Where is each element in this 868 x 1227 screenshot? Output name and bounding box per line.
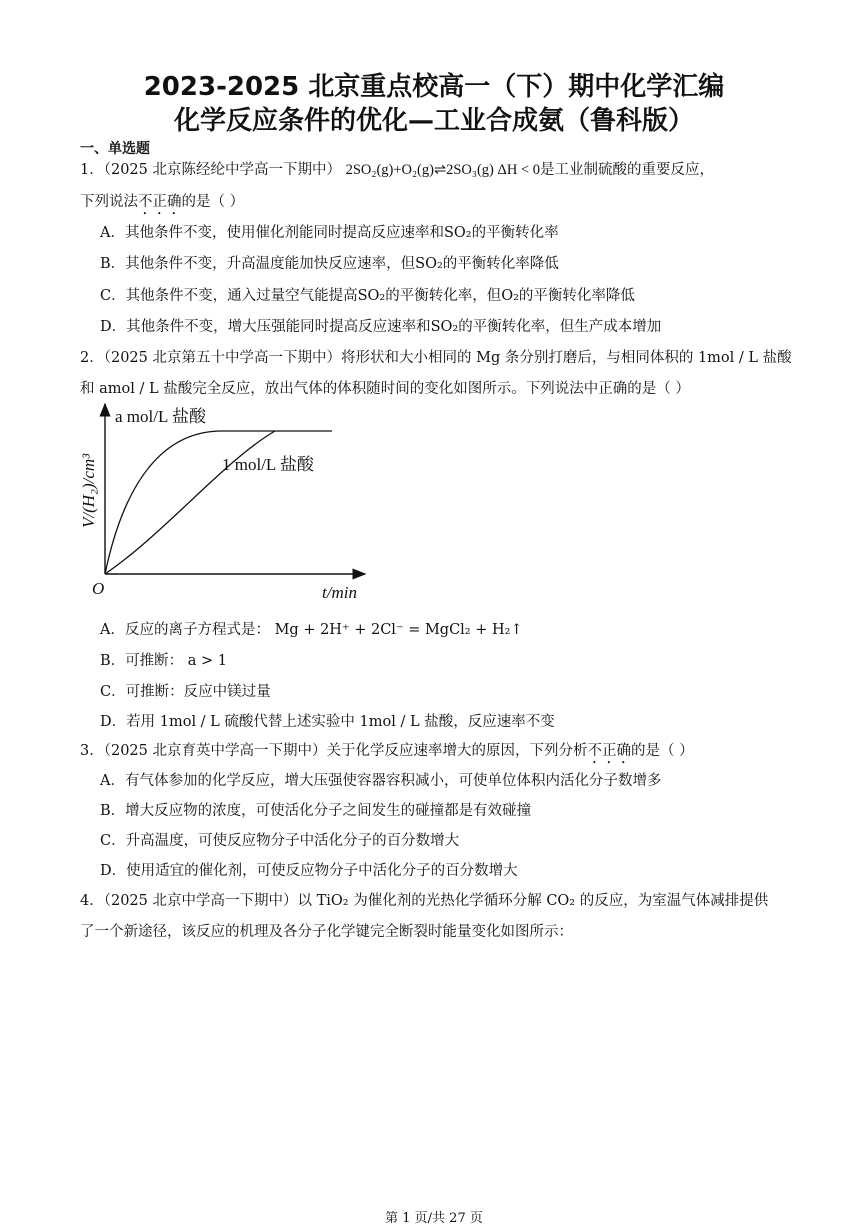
question-2-option-a[interactable]: A．反应的离子方程式是： Mg + 2H⁺ + 2Cl⁻ = MgCl₂ + H₂↑ [100,622,523,638]
question-1-source: （2025 北京陈经纶中学高一下期中） [103,162,341,178]
series-a-label: a mol/L 盐酸 [115,407,206,426]
page-number: 第 1 页/共 27 页 [385,1211,483,1226]
question-2-stem-line2: 和 amol / L 盐酸完全反应，放出气体的体积随时间的变化如图所示。下列说法中正确的是（ ） [80,381,690,397]
question-1-number: 1． [80,162,104,178]
question-3-stem-end: 的是（ ） [630,743,694,759]
series-1-label: 1 mol/L 盐酸 [222,455,314,474]
question-3-option-d[interactable]: D．使用适宜的催化剂，可使反应物分子中活化分子的百分数增大 [100,863,518,879]
question-1-emphasis: 不正确 [138,194,182,210]
question-1-equation: 2SO₂(g)+O₂(g)⇌2SO₃(g) ΔH < 0 [345,162,540,178]
series-1-curve [105,431,275,574]
question-1-stem [80,158,714,179]
question-1-option-b[interactable]: B．其他条件不变，升高温度能加快反应速率，但SO₂的平衡转化率降低 [100,256,559,272]
question-1-option-c[interactable]: C．其他条件不变，通入过量空气能提高SO₂的平衡转化率，但O₂的平衡转化率降低 [100,288,635,304]
question-4-stem-line2: 了一个新途径，该反应的机理及各分子化学键完全断裂时能量变化如图所示： [80,924,573,940]
question-2-option-b[interactable]: B．可推断： a > 1 [100,653,228,669]
question-3-option-a[interactable]: A．有气体参加的化学反应，增大压强使容器容积减小，可使单位体积内活化分子数增多 [100,773,662,789]
question-3-option-c[interactable]: C．升高温度，可使反应物分子中活化分子的百分数增大 [100,833,460,849]
question-3-option-b[interactable]: B．增大反应物的浓度，可使活化分子之间发生的碰撞都是有效碰撞 [100,803,532,819]
question-1-prompt-end: 的是（ ） [181,194,245,210]
x-axis-label: t/min [322,583,357,602]
series-a-curve [105,431,332,574]
question-1-stem-tail: 是工业制硫酸的重要反应， [539,162,714,178]
question-2-stem-line1: 2．（2025 北京第五十中学高一下期中）将形状和大小相同的 Mg 条分别打磨后，与相同体积的 1mol / L 盐酸 [80,350,792,366]
section-heading: 一、单选题 [80,141,150,157]
question-2-option-c[interactable]: C．可推断：反应中镁过量 [100,684,271,700]
question-3-stem [80,739,694,767]
y-axis-label: V/(H₂)/cm³ [79,453,98,528]
question-1-prompt-text: 下列说法 [80,194,138,210]
question-3-stem-text: 3．（2025 北京育英中学高一下期中）关于化学反应速率增大的原因，下列分析 [80,743,588,759]
origin-label: O [92,579,105,598]
question-2-option-d[interactable]: D．若用 1mol / L 硫酸代替上述实验中 1mol / L 盐酸，反应速率不变 [100,714,555,730]
question-1-option-a[interactable]: A．其他条件不变，使用催化剂能同时提高反应速率和SO₂的平衡转化率 [100,225,559,241]
page-title-line1: 2023-2025 北京重点校高一（下）期中化学汇编 [143,72,725,102]
question-1-prompt [80,190,244,218]
question-1-option-d[interactable]: D．其他条件不变，增大压强能同时提高反应速率和SO₂的平衡转化率，但生产成本增加 [100,319,662,335]
volume-time-chart [70,398,380,608]
question-3-emphasis: 不正确 [587,743,631,759]
page-title-line2: 化学反应条件的优化—工业合成氨（鲁科版） [173,106,694,136]
question-4-stem-line1: 4．（2025 北京中学高一下期中）以 TiO₂ 为催化剂的光热化学循环分解 CO₂ 的反应，为室温气体减排提供 [80,893,769,909]
